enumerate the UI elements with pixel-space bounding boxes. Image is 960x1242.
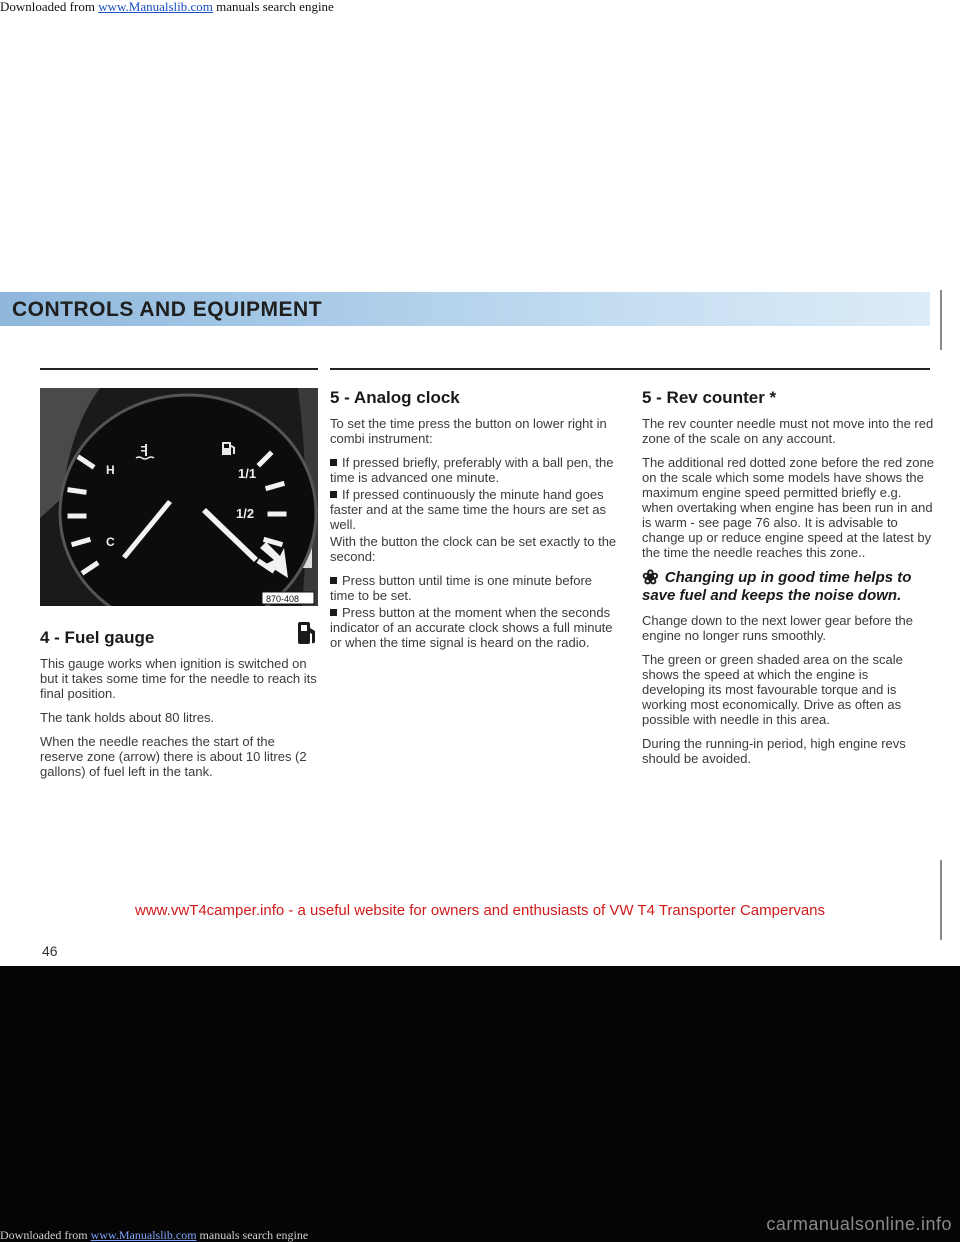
page-edge-mark xyxy=(940,860,942,940)
rev-counter-section xyxy=(642,388,934,775)
dark-footer-area xyxy=(0,966,960,1242)
analog-clock-intro: To set the time press the button on lower right in combi instrument: xyxy=(330,416,607,446)
download-suffix: manuals search engine xyxy=(196,1228,309,1242)
clock-bullet-4: Press button at the moment when the seconds indicator of an accurate clock shows a full minute or when the time signal is heard on the radio. xyxy=(330,605,613,650)
fuel-gauge-heading: 4 - Fuel gauge xyxy=(40,628,155,647)
rule-col23 xyxy=(330,368,930,370)
download-note-top xyxy=(0,0,334,14)
fuel-gauge-p3: When the needle reaches the start of the reserve zone (arrow) there is about 10 litres (2 gallons) of fuel left in the tank. xyxy=(40,734,307,779)
fuel-gauge-p2: The tank holds about 80 litres. xyxy=(40,710,215,725)
rev-counter-p4: The green or green shaded area on the scale shows the speed at which the engine is developing its most favourable torque and is working most economically. Drive as often as possible with needle in this area. xyxy=(642,652,903,727)
bullet-square-icon xyxy=(330,577,337,584)
download-prefix: Downloaded from xyxy=(0,1228,91,1242)
watermark: carmanualsonline.info xyxy=(766,1214,952,1234)
page-number: 46 xyxy=(42,943,58,959)
manualslib-link-top[interactable]: www.Manualslib.com xyxy=(98,0,213,14)
manualslib-link-bottom[interactable]: www.Manualslib.com xyxy=(90,1228,197,1242)
section-title: CONTROLS AND EQUIPMENT xyxy=(12,298,323,321)
bullet-square-icon xyxy=(330,609,337,616)
analog-clock-section xyxy=(330,388,620,652)
gauge-illustration xyxy=(40,388,318,606)
flower-icon: ❀ xyxy=(642,567,659,589)
rev-counter-p1: The rev counter needle must not move into the red zone of the scale on any account. xyxy=(642,416,934,446)
clock-bullet-3: Press button until time is one minute before time to be set. xyxy=(330,573,593,603)
gauge-label-half: 1/2 xyxy=(236,506,255,521)
rev-counter-p2: The additional red dotted zone before the red zone on the scale which some models have shows the maximum engine speed permitted briefly e.g. when overtaking when engine has been run in and is warm - see page 76 also. It is advisable to change up or reduce engine speed at the latest by the time the needle reaches this zone.. xyxy=(642,455,934,560)
clock-bullet-1: If pressed briefly, preferably with a ball pen, the time is advanced one minute. xyxy=(330,455,614,485)
fuel-gauge-p1: This gauge works when ignition is switched on but it takes some time for the needle to reach its final position. xyxy=(40,656,317,701)
bullet-square-icon xyxy=(330,459,337,466)
rev-counter-p5: During the running-in period, high engine revs should be avoided. xyxy=(642,736,906,766)
bullet-square-icon xyxy=(330,491,337,498)
download-prefix: Downloaded from xyxy=(0,0,99,14)
analog-clock-heading: 5 - Analog clock xyxy=(330,388,460,407)
gauge-label-hot: H xyxy=(106,463,115,477)
gauge-label-cold: C xyxy=(106,535,115,549)
gauge-label-full: 1/1 xyxy=(238,466,257,481)
clock-bullet-2: If pressed continuously the minute hand goes faster and at the same time the hours are set as well. xyxy=(330,487,607,532)
rev-counter-heading: 5 - Rev counter * xyxy=(642,388,777,407)
figure-code: 870-408 xyxy=(266,594,300,604)
fuel-pump-heading-icon xyxy=(296,620,318,651)
analog-clock-p1: With the button the clock can be set exactly to the second: xyxy=(330,534,617,564)
gauge-figure xyxy=(40,388,318,606)
rev-counter-p3: Change down to the next lower gear before the engine no longer runs smoothly. xyxy=(642,613,914,643)
website-credit[interactable]: www.vwT4camper.info - a useful website for owners and enthusiasts of VW T4 Transporter Campervans xyxy=(134,902,826,919)
page-edge-mark xyxy=(940,290,942,350)
download-suffix: manuals search engine xyxy=(212,0,334,14)
rule-col1 xyxy=(40,368,318,370)
eco-tip: ❀ Changing up in good time helps to save fuel and keeps the noise down. xyxy=(642,567,912,604)
fuel-gauge-section xyxy=(40,628,318,788)
download-note-bottom xyxy=(0,1228,308,1242)
